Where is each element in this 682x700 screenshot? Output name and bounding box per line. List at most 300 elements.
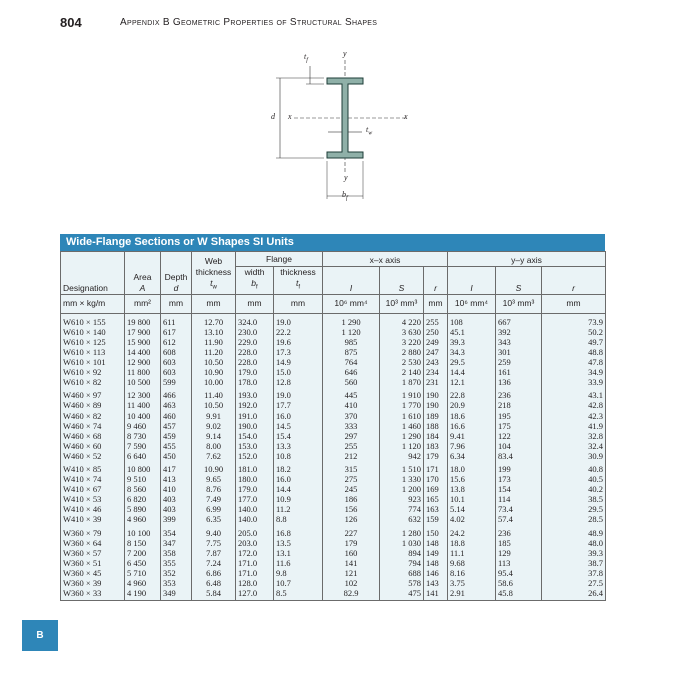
value-cell: 140.0 [236,514,274,524]
tw-label: $t_w$ [366,125,373,137]
value-cell: 4 220 [380,313,424,327]
value-cell: 9.91 [192,411,236,421]
designation-cell: W460 × 74 [61,421,125,431]
value-cell: 399 [161,514,192,524]
value-cell: 43.1 [542,387,606,400]
value-cell: 4 960 [125,578,161,588]
designation-cell: W360 × 39 [61,578,125,588]
value-cell: 5.84 [192,588,236,601]
designation-cell: W460 × 97 [61,387,125,400]
value-cell: 195 [496,411,542,421]
value-cell: 18.8 [448,538,496,548]
value-cell: 191.0 [236,411,274,421]
value-cell: 16.0 [274,474,323,484]
value-cell: 3.75 [448,578,496,588]
value-cell: 460 [161,411,192,421]
value-cell: 39.3 [542,548,606,558]
value-cell: 193.0 [236,387,274,400]
value-cell: 2 880 [380,347,424,357]
value-cell: 82.9 [323,588,380,601]
value-cell: 403 [161,504,192,514]
value-cell: 175 [496,421,542,431]
value-cell: 985 [323,337,380,347]
value-cell: 11.90 [192,337,236,347]
x-right-label: x [404,112,408,121]
value-cell: 9.8 [274,568,323,578]
value-cell: 40.2 [542,484,606,494]
value-cell: 179.0 [236,484,274,494]
value-cell: 249 [424,337,448,347]
table-row [61,313,606,327]
value-cell: 7.62 [192,451,236,461]
xx-r-header: r [424,267,448,295]
value-cell: 218 [496,400,542,410]
value-cell: 875 [323,347,380,357]
value-cell: 205.0 [236,525,274,538]
value-cell: 156 [323,504,380,514]
value-cell: 179 [323,538,380,548]
value-cell: 7.49 [192,494,236,504]
value-cell: 40.8 [542,461,606,474]
value-cell: 29.5 [448,357,496,367]
value-cell: 178.0 [236,377,274,387]
value-cell: 12.1 [448,377,496,387]
value-cell: 11.40 [192,387,236,400]
yy-I-header: I [448,267,496,295]
designation-cell: W360 × 51 [61,558,125,568]
value-cell: 7.87 [192,548,236,558]
value-cell: 40.5 [542,474,606,484]
value-cell: 6.86 [192,568,236,578]
value-cell: 149 [424,548,448,558]
value-cell: 315 [323,461,380,474]
unit-cell: mm [192,294,236,313]
value-cell: 49.7 [542,337,606,347]
unit-cell: mm [274,294,323,313]
appendix-side-tab: B [22,620,58,651]
table-row [61,514,606,524]
unit-cell: 10³ mm³ [380,294,424,313]
value-cell: 41.9 [542,421,606,431]
value-cell: 184 [424,431,448,441]
value-cell: 13.5 [274,538,323,548]
value-cell: 122 [496,431,542,441]
unit-cell: mm [161,294,192,313]
table-row [61,327,606,337]
value-cell: 450 [161,451,192,461]
value-cell: 183 [424,441,448,451]
value-cell: 2 530 [380,357,424,367]
value-cell: 1 770 [380,400,424,410]
value-cell: 22.8 [448,387,496,400]
table-row [61,377,606,387]
value-cell: 50.2 [542,327,606,337]
value-cell: 8 560 [125,484,161,494]
value-cell: 392 [496,327,542,337]
designation-cell: W460 × 89 [61,400,125,410]
designation-cell: W360 × 33 [61,588,125,601]
value-cell: 15.0 [274,367,323,377]
table-row [61,568,606,578]
value-cell: 39.3 [448,337,496,347]
unit-cell: mm [424,294,448,313]
value-cell: 228.0 [236,357,274,367]
value-cell: 141 [323,558,380,568]
value-cell: 413 [161,474,192,484]
value-cell: 410 [323,400,380,410]
value-cell: 179.0 [236,367,274,377]
table-row [61,484,606,494]
value-cell: 48.0 [542,538,606,548]
value-cell: 228.0 [236,347,274,357]
value-cell: 1 280 [380,525,424,538]
value-cell: 475 [380,588,424,601]
value-cell: 6 450 [125,558,161,568]
value-cell: 10.7 [274,578,323,588]
value-cell: 6.48 [192,578,236,588]
value-cell: 17.7 [274,400,323,410]
value-cell: 1 870 [380,377,424,387]
value-cell: 10.50 [192,357,236,367]
value-cell: 141 [424,588,448,601]
running-header: Appendix B Geometric Properties of Structural Shapes [120,17,378,28]
table-row [61,441,606,451]
value-cell: 14.5 [274,421,323,431]
value-cell: 1 610 [380,411,424,421]
value-cell: 301 [496,347,542,357]
value-cell: 136 [496,377,542,387]
value-cell: 181.0 [236,461,274,474]
value-cell: 6 820 [125,494,161,504]
value-cell: 333 [323,421,380,431]
value-cell: 764 [323,357,380,367]
value-cell: 1 120 [380,441,424,451]
value-cell: 186 [323,494,380,504]
unit-cell: mm × kg/m [61,294,125,313]
value-cell: 774 [380,504,424,514]
table-title: Wide-Flange Sections or W Shapes SI Units [60,234,605,251]
value-cell: 177.0 [236,494,274,504]
value-cell: 11 400 [125,400,161,410]
value-cell: 14.4 [448,367,496,377]
value-cell: 894 [380,548,424,558]
table-body [61,313,606,601]
x-left-label: x [288,112,292,121]
value-cell: 159 [424,514,448,524]
value-cell: 347 [161,538,192,548]
value-cell: 11.2 [274,504,323,514]
value-cell: 578 [380,578,424,588]
value-cell: 30.9 [542,451,606,461]
designation-cell: W410 × 53 [61,494,125,504]
value-cell: 160 [323,548,380,558]
w-shape-diagram [258,46,428,206]
value-cell: 603 [161,357,192,367]
value-cell: 29.5 [542,504,606,514]
value-cell: 199 [496,461,542,474]
value-cell: 19.0 [274,387,323,400]
designation-cell: W360 × 79 [61,525,125,538]
value-cell: 9.41 [448,431,496,441]
value-cell: 73.9 [542,313,606,327]
depth-header: Depth d [161,252,192,295]
y-bottom-label: y [344,173,348,182]
value-cell: 27.5 [542,578,606,588]
value-cell: 188 [424,421,448,431]
table-row [61,461,606,474]
table-row [61,400,606,410]
value-cell: 227 [323,525,380,538]
value-cell: 146 [424,568,448,578]
value-cell: 140.0 [236,504,274,514]
designation-cell: W460 × 68 [61,431,125,441]
value-cell: 20.9 [448,400,496,410]
value-cell: 190 [424,400,448,410]
table-row [61,357,606,367]
value-cell: 9.02 [192,421,236,431]
value-cell: 171.0 [236,568,274,578]
value-cell: 127.0 [236,588,274,601]
value-cell: 229.0 [236,337,274,347]
value-cell: 42.3 [542,411,606,421]
value-cell: 190 [424,387,448,400]
value-cell: 102 [323,578,380,588]
value-cell: 19.6 [274,337,323,347]
value-cell: 26.4 [542,588,606,601]
value-cell: 236 [496,387,542,400]
value-cell: 297 [323,431,380,441]
value-cell: 10.00 [192,377,236,387]
value-cell: 148 [424,538,448,548]
value-cell: 33.9 [542,377,606,387]
w-shapes-table [60,234,605,601]
value-cell: 5.14 [448,504,496,514]
properties-table [60,251,606,601]
designation-cell: W610 × 155 [61,313,125,327]
value-cell: 12 300 [125,387,161,400]
value-cell: 28.5 [542,514,606,524]
value-cell: 1 330 [380,474,424,484]
value-cell: 8.5 [274,588,323,601]
value-cell: 173 [496,474,542,484]
designation-header: Designation [61,252,125,295]
value-cell: 8.16 [448,568,496,578]
value-cell: 6.35 [192,514,236,524]
value-cell: 445 [323,387,380,400]
xx-I-header: I [323,267,380,295]
value-cell: 192.0 [236,400,274,410]
value-cell: 171 [424,461,448,474]
yy-axis-header: y–y axis [448,252,606,267]
value-cell: 455 [161,441,192,451]
unit-cell: mm² [125,294,161,313]
value-cell: 58.6 [496,578,542,588]
value-cell: 646 [323,367,380,377]
page-number: 804 [60,15,82,30]
designation-cell: W610 × 113 [61,347,125,357]
value-cell: 12 900 [125,357,161,367]
value-cell: 8 730 [125,431,161,441]
designation-cell: W360 × 45 [61,568,125,578]
table-row [61,538,606,548]
value-cell: 349 [161,588,192,601]
value-cell: 9 460 [125,421,161,431]
table-row [61,525,606,538]
value-cell: 8.8 [274,514,323,524]
value-cell: 612 [161,337,192,347]
designation-cell: W410 × 39 [61,514,125,524]
value-cell: 5 890 [125,504,161,514]
value-cell: 1 910 [380,387,424,400]
value-cell: 143 [424,578,448,588]
value-cell: 185 [496,538,542,548]
value-cell: 83.4 [496,451,542,461]
table-row [61,548,606,558]
value-cell: 230.0 [236,327,274,337]
value-cell: 1 290 [323,313,380,327]
designation-cell: W410 × 46 [61,504,125,514]
value-cell: 113 [496,558,542,568]
value-cell: 114 [496,494,542,504]
value-cell: 410 [161,484,192,494]
bf-label: $b_f$ [342,190,348,202]
tf-label: $t_f$ [304,52,308,64]
value-cell: 352 [161,568,192,578]
value-cell: 150 [424,525,448,538]
value-cell: 126 [323,514,380,524]
value-cell: 15.4 [274,431,323,441]
value-cell: 667 [496,313,542,327]
table-row [61,451,606,461]
value-cell: 42.8 [542,400,606,410]
xx-S-header: S [380,267,424,295]
table-row [61,431,606,441]
value-cell: 10.1 [448,494,496,504]
table-row [61,421,606,431]
value-cell: 34.3 [448,347,496,357]
value-cell: 2.91 [448,588,496,601]
value-cell: 153.0 [236,441,274,451]
units-row [61,294,606,313]
value-cell: 190.0 [236,421,274,431]
value-cell: 121 [323,568,380,578]
value-cell: 10 100 [125,525,161,538]
value-cell: 180.0 [236,474,274,484]
value-cell: 6 640 [125,451,161,461]
value-cell: 18.0 [448,461,496,474]
value-cell: 48.8 [542,347,606,357]
value-cell: 688 [380,568,424,578]
value-cell: 10 500 [125,377,161,387]
value-cell: 632 [380,514,424,524]
value-cell: 11.1 [448,548,496,558]
value-cell: 38.7 [542,558,606,568]
value-cell: 7 590 [125,441,161,451]
value-cell: 179 [424,451,448,461]
value-cell: 370 [323,411,380,421]
value-cell: 95.4 [496,568,542,578]
value-cell: 203.0 [236,538,274,548]
designation-cell: W610 × 125 [61,337,125,347]
value-cell: 15 900 [125,337,161,347]
table-row [61,474,606,484]
value-cell: 2 140 [380,367,424,377]
value-cell: 10.90 [192,461,236,474]
value-cell: 22.2 [274,327,323,337]
value-cell: 34.9 [542,367,606,377]
yy-r-header: r [542,267,606,295]
designation-cell: W610 × 92 [61,367,125,377]
value-cell: 9 510 [125,474,161,484]
designation-cell: W610 × 140 [61,327,125,337]
value-cell: 12.70 [192,313,236,327]
unit-cell: 10⁶ mm⁴ [323,294,380,313]
value-cell: 1 460 [380,421,424,431]
value-cell: 18.6 [448,411,496,421]
value-cell: 32.8 [542,431,606,441]
flange-thickness-header: thickness $t_f$ [274,267,323,295]
value-cell: 11 800 [125,367,161,377]
value-cell: 1 120 [323,327,380,337]
value-cell: 47.8 [542,357,606,367]
xx-axis-header: x–x axis [323,252,448,267]
value-cell: 19 800 [125,313,161,327]
value-cell: 7 200 [125,548,161,558]
value-cell: 9.65 [192,474,236,484]
designation-cell: W360 × 64 [61,538,125,548]
value-cell: 6.34 [448,451,496,461]
value-cell: 13.1 [274,548,323,558]
value-cell: 10.90 [192,367,236,377]
table-row [61,494,606,504]
value-cell: 45.8 [496,588,542,601]
value-cell: 255 [424,313,448,327]
value-cell: 128.0 [236,578,274,588]
value-cell: 104 [496,441,542,451]
value-cell: 13.8 [448,484,496,494]
value-cell: 10 800 [125,461,161,474]
designation-cell: W410 × 74 [61,474,125,484]
value-cell: 355 [161,558,192,568]
value-cell: 343 [496,337,542,347]
value-cell: 38.5 [542,494,606,504]
value-cell: 169 [424,484,448,494]
value-cell: 48.9 [542,525,606,538]
value-cell: 9.14 [192,431,236,441]
value-cell: 16.0 [274,411,323,421]
value-cell: 794 [380,558,424,568]
unit-cell: 10⁶ mm⁴ [448,294,496,313]
value-cell: 171.0 [236,558,274,568]
value-cell: 4 960 [125,514,161,524]
flange-header: Flange [236,252,323,267]
value-cell: 17 900 [125,327,161,337]
value-cell: 19.0 [274,313,323,327]
value-cell: 9.68 [448,558,496,568]
value-cell: 608 [161,347,192,357]
yy-S-header: S [496,267,542,295]
value-cell: 152.0 [236,451,274,461]
value-cell: 9.40 [192,525,236,538]
value-cell: 5 710 [125,568,161,578]
value-cell: 275 [323,474,380,484]
value-cell: 13.3 [274,441,323,451]
table-row [61,578,606,588]
value-cell: 942 [380,451,424,461]
value-cell: 599 [161,377,192,387]
value-cell: 259 [496,357,542,367]
table-row [61,367,606,377]
